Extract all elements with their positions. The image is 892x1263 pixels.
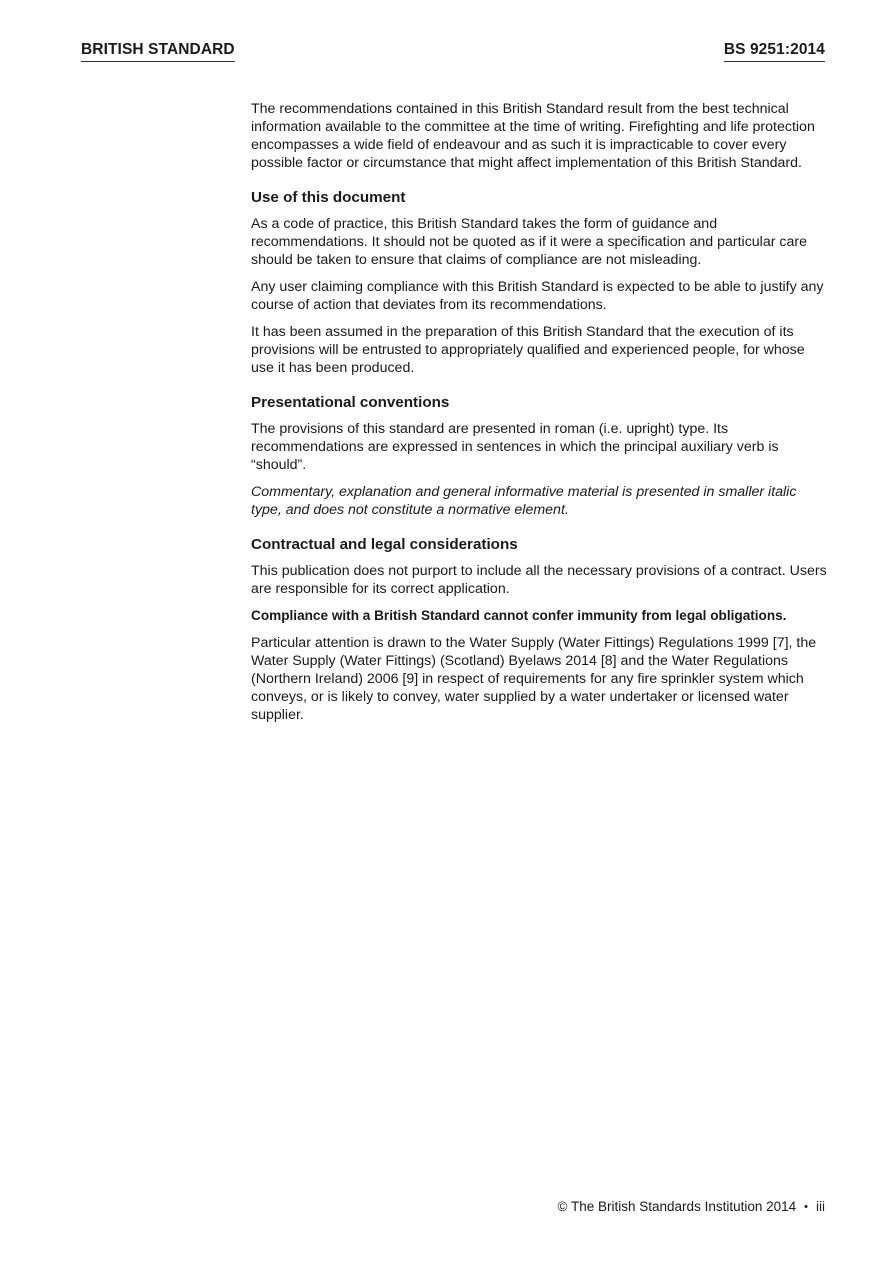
section-heading-contractual-legal: Contractual and legal considerations	[251, 536, 518, 553]
running-head-right: BS 9251:2014	[724, 40, 825, 62]
bullet-separator: •	[804, 1201, 808, 1213]
page-footer	[558, 1198, 825, 1216]
paragraph: This publication does not purport to include all the necessary provisions of a contract. Users are responsible for its correct application.	[251, 563, 827, 597]
section-heading-presentational-conventions: Presentational conventions	[251, 394, 450, 411]
paragraph: It has been assumed in the preparation of this British Standard that the execution of its provisions will be entrusted to appropriately qualified and experienced people, for whose use it has been produced.	[251, 324, 805, 376]
copyright-notice: © The British Standards Institution 2014	[557, 1199, 797, 1214]
paragraph: Particular attention is drawn to the Water Supply (Water Fittings) Regulations 1999 [7], the Water Supply (Water Fittings) (Scotland) Byelaws 2014 [8] and the Water Regulations (Northern Ireland) 2006 [9] in respect of requirements for any fire sprinkler system which conveys, or is likely to convey, water supplied by a water undertaker or licensed water supplier.	[251, 635, 817, 723]
paragraph: The provisions of this standard are presented in roman (i.e. upright) type. Its recommendations are expressed in sentences in which the principal auxiliary verb is “should”.	[251, 421, 779, 473]
compliance-note: Compliance with a British Standard cannot confer immunity from legal obligations.	[251, 608, 787, 623]
section-heading-use-of-document: Use of this document	[251, 189, 406, 206]
paragraph: Any user claiming compliance with this British Standard is expected to be able to justify any course of action that deviates from its recommendations.	[251, 279, 824, 313]
document-body	[251, 100, 831, 733]
page-number: iii	[816, 1199, 825, 1214]
commentary-paragraph: Commentary, explanation and general informative material is presented in smaller italic type, and does not constitute a normative element.	[251, 484, 797, 518]
paragraph: As a code of practice, this British Standard takes the form of guidance and recommendations. It should not be quoted as if it were a specification and particular care should be taken to ensure that claims of compliance are not misleading.	[251, 216, 807, 268]
running-head-left: BRITISH STANDARD	[81, 40, 235, 62]
intro-paragraph: The recommendations contained in this British Standard result from the best technical information available to the committee at the time of writing. Firefighting and life protection encompasses a wide field of endeavour and as such it is impracticable to cover every possible factor or circumstance that might affect implementation of this British Standard.	[251, 101, 815, 171]
